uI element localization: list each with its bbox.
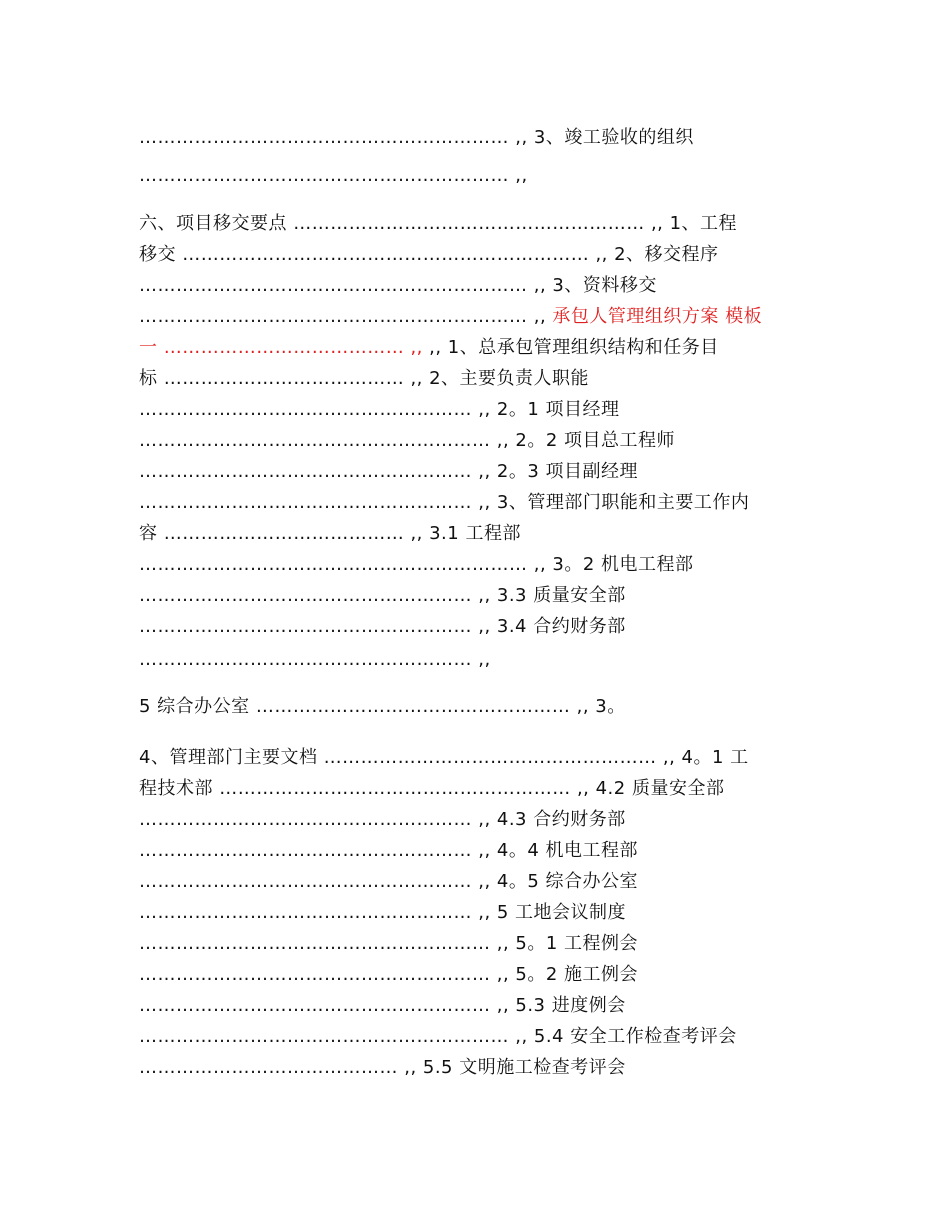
toc-line: ……………………………………………… ,, 2。1 项目经理 [139, 399, 620, 420]
toc-line: 移交 ………………………………………………………… ,, 2、移交程序 [139, 244, 719, 265]
toc-line: 标 ………………………………… ,, 2、主要负责人职能 [139, 368, 590, 389]
toc-line: …………………………………………………… ,, 3、竣工验收的组织 [139, 127, 694, 148]
toc-line: ……………………………………………… ,, [139, 649, 491, 670]
toc-line: ……………………………………………… ,, 3.4 合约财务部 [139, 616, 626, 637]
toc-line: ………………………………………………… ,, 5。2 施工例会 [139, 964, 639, 985]
toc-line: ……………………………………………… ,, 4.3 合约财务部 [139, 809, 626, 830]
toc-line: 六、项目移交要点 ………………………………………………… ,, 1、工程 [139, 213, 738, 234]
toc-line: ………………………………………………… ,, 5.3 进度例会 [139, 995, 626, 1016]
toc-line: ……………………………………………… ,, 4。5 综合办公室 [139, 871, 639, 892]
toc-line: 容 ………………………………… ,, 3.1 工程部 [139, 523, 521, 544]
red-heading-title: 承包人管理组织方案 模板 [552, 306, 763, 327]
toc-dots: ……………………………………………………… ,, [139, 306, 553, 327]
toc-line: ………………………………………………… ,, 2。2 项目总工程师 [139, 430, 676, 451]
toc-line: ……………………………………………… ,, 2。3 项目副经理 [139, 461, 639, 482]
toc-line: …………………………………………………… ,, 5.4 安全工作检查考评会 [139, 1026, 737, 1047]
toc-line: 4、管理部门主要文档 ……………………………………………… ,, 4。1 工 [139, 747, 749, 768]
toc-line: 5 综合办公室 …………………………………………… ,, 3。 [139, 696, 626, 717]
toc-line: 程技术部 ………………………………………………… ,, 4.2 质量安全部 [139, 778, 725, 799]
toc-line: ……………………………………………… ,, 5 工地会议制度 [139, 902, 627, 923]
toc-line [139, 305, 819, 329]
toc-text: ,, 1、总承包管理组织结构和任务目 [422, 337, 719, 358]
toc-line: …………………………………… ,, 5.5 文明施工检查考评会 [139, 1057, 626, 1078]
toc-line: ……………………………………………… ,, 3、管理部门职能和主要工作内 [139, 492, 750, 513]
toc-line [139, 336, 819, 360]
toc-line: ……………………………………………………… ,, 3。2 机电工程部 [139, 554, 694, 575]
toc-line: …………………………………………………… ,, [139, 165, 528, 186]
toc-line: ……………………………………………… ,, 4。4 机电工程部 [139, 840, 639, 861]
red-heading-dash: 一 ………………………………… ,, [139, 337, 423, 358]
toc-line: ………………………………………………… ,, 5。1 工程例会 [139, 933, 639, 954]
toc-line: ……………………………………………………… ,, 3、资料移交 [139, 275, 657, 296]
toc-line: ……………………………………………… ,, 3.3 质量安全部 [139, 585, 626, 606]
